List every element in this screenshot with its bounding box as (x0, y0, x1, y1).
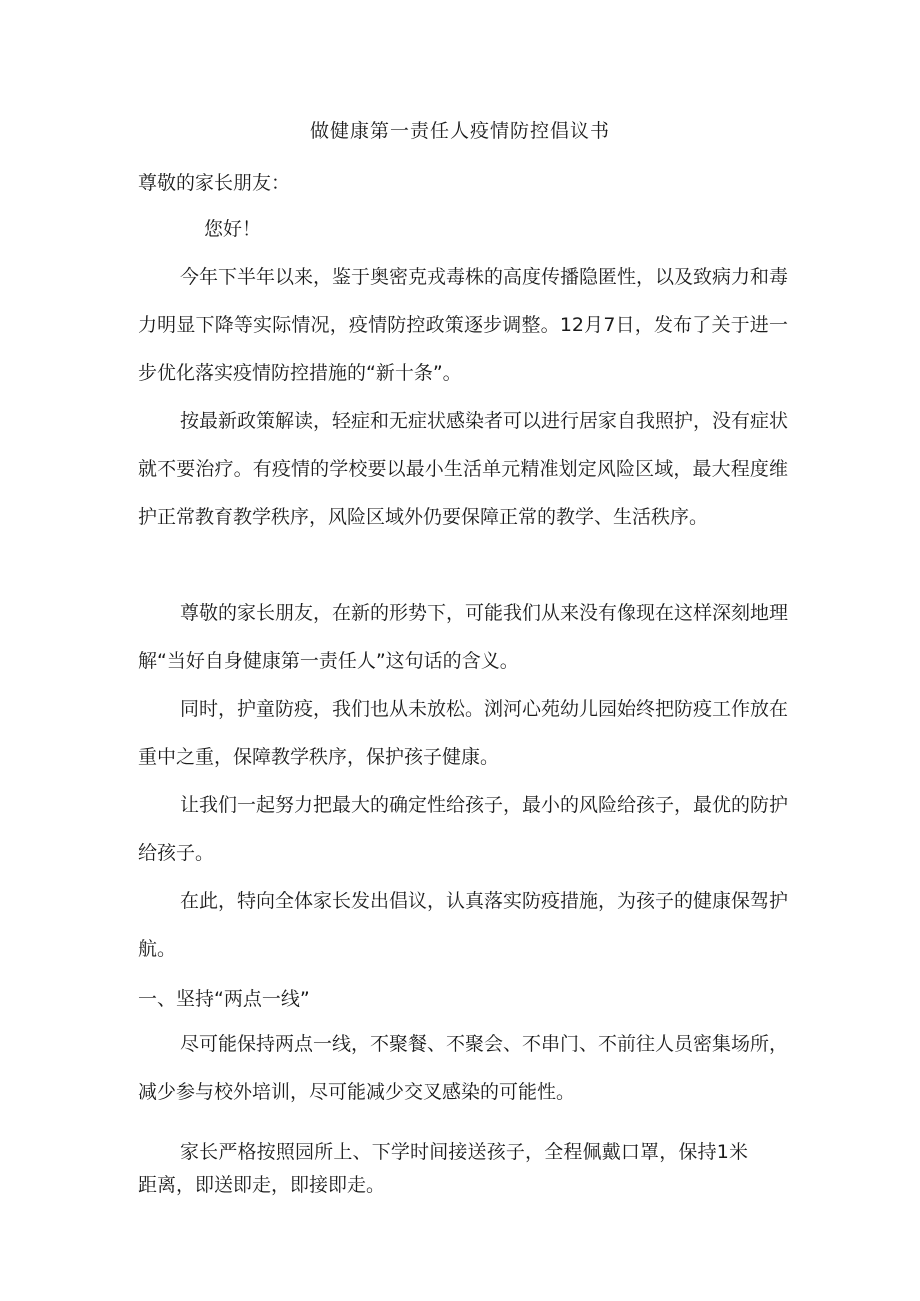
paragraph-1: 今年下半年以来，鉴于奥密克戎毒株的高度传播隐匿性，以及致病力和毒力明显下降等实际情况，疫情防控政策逐步调整。12月7日，发布了关于进一步优化落实疫情防控措施的“新十条”。 (138, 266, 789, 384)
paragraph-2: 按最新政策解读，轻症和无症状感染者可以进行居家自我照护，没有症状就不要治疗。有疫情的学校要以最小生活单元精准划定风险区域，最大程度维护正常教育教学秩序，风险区域外仍要保障正常的教学、生活秩序。 (138, 410, 789, 528)
section-1-paragraph-2: 家长严格按照园所上、下学时间接送孩子，全程佩戴口罩，保持1米距离，即送即走，即接即走。 (138, 1141, 748, 1196)
section-1-heading: 一、坚持“两点一线” (138, 988, 310, 1010)
paragraph-5: 让我们一起努力把最大的确定性给孩子，最小的风险给孩子，最优的防护给孩子。 (138, 794, 789, 864)
section-1-paragraph-1: 尽可能保持两点一线，不聚餐、不聚会、不串门、不前往人员密集场所，减少参与校外培训，尽可能减少交叉感染的可能性。 (138, 1033, 789, 1103)
paragraph-4: 同时，护童防疫，我们也从未放松。浏河心苑幼儿园始终把防疫工作放在重中之重，保障教学秩序，保护孩子健康。 (138, 698, 789, 768)
paragraph-6: 在此，特向全体家长发出倡议，认真落实防疫措施，为孩子的健康保驾护航。 (138, 890, 789, 960)
document-title: 做健康第一责任人疫情防控倡议书 (309, 120, 610, 142)
greeting: 您好！ (204, 218, 262, 240)
paragraph-3: 尊敬的家长朋友，在新的形势下，可能我们从来没有像现在这样深刻地理解“当好自身健康第一责任人”这句话的含义。 (138, 602, 789, 672)
salutation: 尊敬的家长朋友： (138, 172, 291, 194)
